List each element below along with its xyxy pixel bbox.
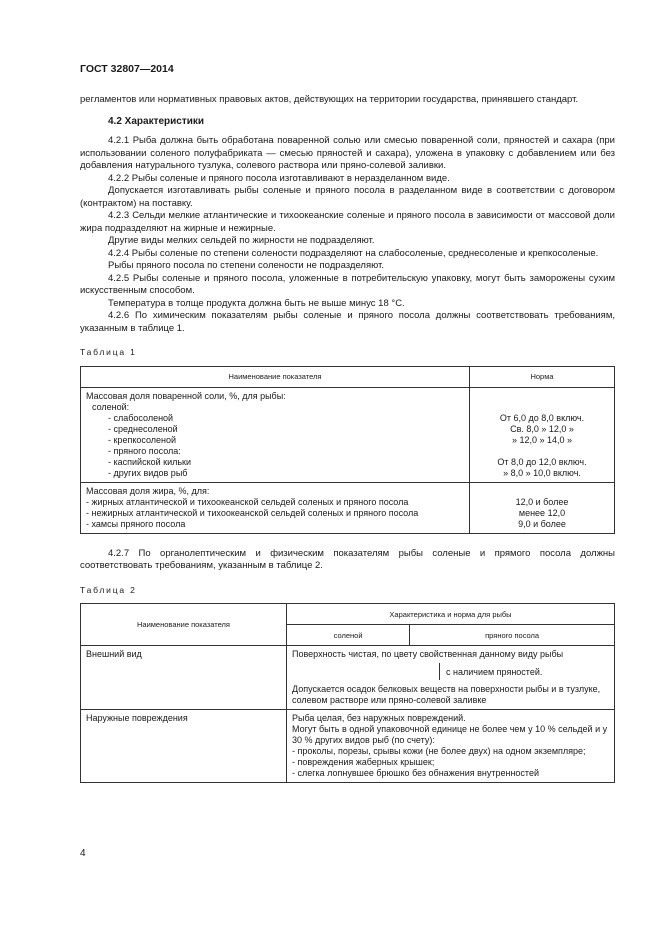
list-item: - других видов рыб <box>108 467 188 478</box>
table2-caption: Таблица 2 <box>80 584 137 595</box>
list-item: - крепкосоленой <box>108 434 177 445</box>
paragraph: Другие виды мелких сельдей по жирности не подразделяют. <box>108 235 375 246</box>
table-row <box>81 710 615 783</box>
page-header: ГОСТ 32807—2014 <box>80 63 174 75</box>
list-item: - пряного посола: <box>108 445 181 456</box>
paragraph-4-2-6: 4.2.6 По химическим показателям рыбы соленые и пряного посола должны соответствовать требованиям, указанным в таблице 1. <box>80 310 615 334</box>
paragraph-4-2-3: 4.2.3 Сельди мелкие атлантические и тихоокеанские соленые и пряного посола в зависимости от массовой доли жира подразделяют на жирные и нежирные. <box>80 210 615 234</box>
list-item: - слабосоленой <box>108 412 174 423</box>
norm-value: От 8,0 до 12,0 включ. <box>497 456 587 467</box>
list-item: - слегка лопнувшее брюшко без обнажения внутренностей <box>292 768 539 778</box>
list-item: - повреждения жаберных крышек; <box>292 757 435 767</box>
norm-value: » 8,0 » 10,0 включ. <box>503 467 581 478</box>
damage-text: Рыба целая, без наружных повреждений. <box>292 713 466 723</box>
fat-title: Массовая доля жира, %, для: <box>86 485 210 496</box>
table1-caption: Таблица 1 <box>80 347 137 357</box>
page-number: 4 <box>80 848 86 859</box>
norm-value: От 6,0 до 8,0 включ. <box>499 412 585 423</box>
paragraph-4-2-2: 4.2.2 Рыбы соленые и пряного посола изготавливают в неразделанном виде. <box>108 172 450 184</box>
table-1 <box>80 366 615 534</box>
table1-col1-header: Наименование показателя <box>81 366 470 387</box>
spice-split <box>292 663 609 680</box>
fat-norm-cell <box>470 482 615 533</box>
paragraph-4-2-7: 4.2.7 По органолептическим и физическим показателям рыбы соленые и прямого посола должны соответствовать требованиям, указанным в таблице 2. <box>80 547 615 571</box>
list-item: - проколы, порезы, срывы кожи (не более двух) на одном экземпляре; <box>292 746 586 756</box>
norm-value <box>475 402 609 413</box>
table-2 <box>80 603 615 783</box>
list-item: - жирных атлантической и тихоокеанской сельдей соленых и пряного посола <box>86 496 409 507</box>
damage-text: Могут быть в одной упаковочной единице не более чем у 10 % сельдей и у 30 % других видов рыб (по счету): <box>292 724 608 745</box>
table-row <box>81 646 615 710</box>
list-item: - каспийской кильки <box>108 456 192 467</box>
indicator-name: Внешний вид <box>81 646 287 710</box>
table2-sub-header-spiced: пряного посола <box>410 625 615 646</box>
appearance-allowance: Допускается осадок белковых веществ на поверхности рыбы и в тузлуке, солевом растворе или пряно-солевой заливке <box>292 684 601 705</box>
norm-value: 9,0 и более <box>518 518 566 529</box>
paragraph: Температура в толще продукта должна быть не выше минус 18 °С. <box>108 297 405 309</box>
damage-cell <box>287 710 615 783</box>
spice-note: с наличием пряностей. <box>446 667 543 677</box>
norm-value <box>475 446 609 457</box>
paragraph-4-2-4: 4.2.4 Рыбы соленые по степени солености подразделяют на слабосоленые, среднесоленые и крепкосоленые. <box>108 247 599 259</box>
paragraph: Допускается изготавливать рыбы соленые и пряного посола в разделанном виде в соответствии с договором (контрактом) на поставку. <box>80 185 615 209</box>
salt-title: Массовая доля поваренной соли, %, для рыбы: <box>86 390 286 401</box>
table2-sub-header-salted: соленой <box>287 625 410 646</box>
list-item: - среднесоленой <box>108 423 178 434</box>
norm-value: » 12,0 » 14,0 » <box>511 434 573 445</box>
list-item: соленой: <box>92 401 130 412</box>
indicator-name: Наружные повреждения <box>81 710 287 783</box>
fat-indicator-cell <box>81 482 470 533</box>
norm-value: Св. 8,0 » 12,0 » <box>510 423 574 434</box>
norm-value: 12,0 и более <box>515 496 569 507</box>
document-body <box>80 94 615 783</box>
salt-norm-cell <box>470 387 615 482</box>
salt-indicator-cell <box>81 387 470 482</box>
paragraph-4-2-5: 4.2.5 Рыбы соленые и пряного посола, уложенные в потребительскую упаковку, могут быть заморожены сухим искусственным способом. <box>80 272 615 296</box>
list-item: - нежирных атлантической и тихоокеанской сельдей соленых и пряного посола <box>86 507 419 518</box>
table2-col1-header: Наименование показателя <box>81 604 287 646</box>
paragraph-4-2-1: 4.2.1 Рыба должна быть обработана поваренной солью или смесью поваренной соли, пряностей и сахара (при использовании соленого полуфабриката — смесью пряностей и сахара), уложена в упаковку с добавлением или без добавления натурального тузлука, солевого раствора или пряно-солевой заливки. <box>80 135 615 171</box>
list-item: - хамсы пряного посола <box>86 518 186 529</box>
appearance-cell <box>287 646 615 710</box>
table1-col2-header: Норма <box>470 366 615 387</box>
table-row <box>81 387 615 482</box>
appearance-text: Поверхность чистая, по цвету свойственная данному виду рыбы <box>292 649 564 659</box>
norm-value: менее 12,0 <box>518 507 566 518</box>
table2-group-header: Характеристика и норма для рыбы <box>287 604 615 625</box>
table-row <box>81 482 615 533</box>
intro-paragraph: регламентов или нормативных правовых актов, действующих на территории государства, принявшего стандарт. <box>80 94 579 105</box>
paragraph: Рыбы пряного посола по степени солености не подразделяют. <box>108 260 384 271</box>
section-heading: 4.2 Характеристики <box>108 115 205 127</box>
